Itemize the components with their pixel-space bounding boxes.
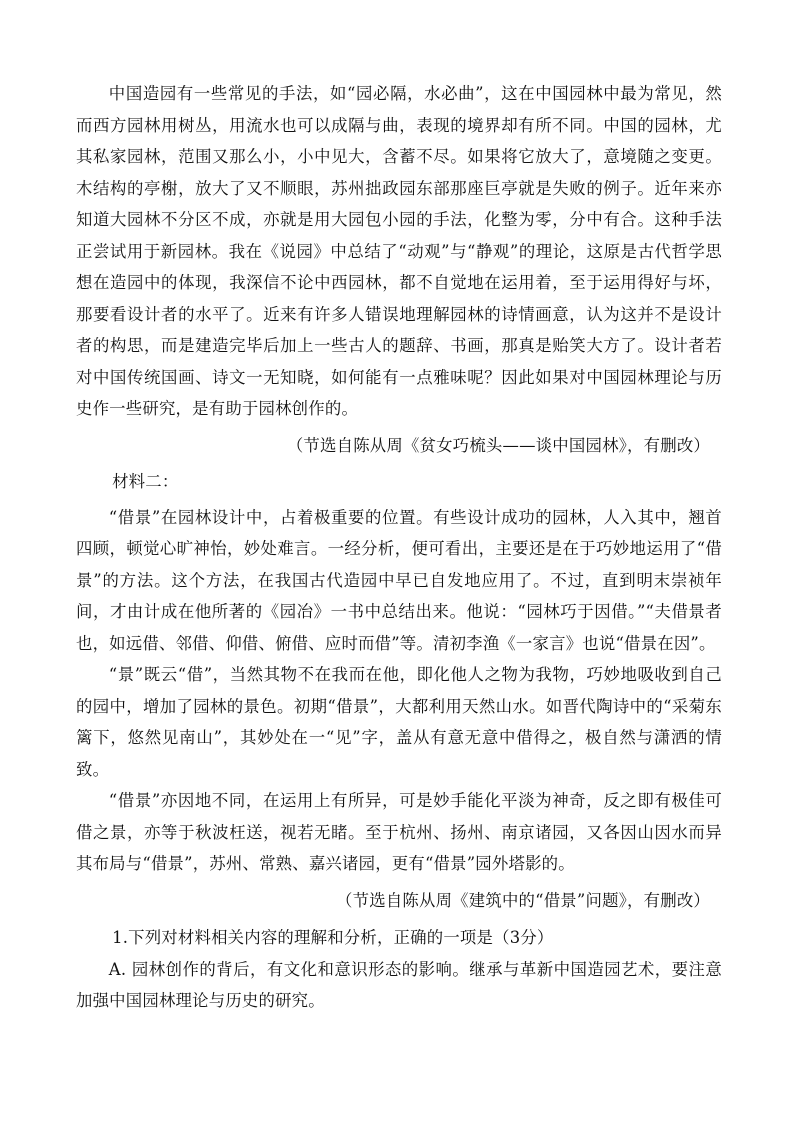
document-page [76, 78, 722, 1017]
material-one-paragraph: 中国造园有一些常见的手法，如“园必隔，水必曲”，这在中国园林中最为常见，然而西方园林用树丛，用流水也可以成隔与曲，表现的境界却有所不同。中国的园林，尤其私家园林，范围又那么小，小中见大，含蓄不尽。如果将它放大了，意境随之变更。木结构的亭榭，放大了又不顺眼，苏州拙政园东部那座巨亭就是失败的例子。近年来亦知道大园林不分区不成，亦就是用大园包小园的手法，化整为零，分中有合。这种手法正尝试用于新园林。我在《说园》中总结了“动观”与“静观”的理论，这原是古代哲学思想在造园中的体现，我深信不论中西园林，都不自觉地在运用着，至于运用得好与坏，那要看设计者的水平了。近来有许多人错误地理解园林的诗情画意，认为这并不是设计者的构思，而是建造完毕后加上一些古人的题辞、书画，那真是贻笑大方了。设计者若对中国传统国画、诗文一无知晓，如何能有一点雅味呢？因此如果对中国园林理论与历史作一些研究，是有助于园林创作的。 [76, 84, 722, 418]
material-two-source: （节选自陈从周《建筑中的“借景”问题》，有删改） [336, 890, 710, 910]
question-stem: 1.下列对材料相关内容的理解和分析，正确的一项是（3分） [112, 928, 554, 947]
question-option-a: A. 园林创作的背后，有文化和意识形态的影响。继承与革新中国造园艺术，要注意加强中国园林理论与历史的研究。 [76, 959, 722, 1010]
material-one-source: （节选自陈从周《贫女巧梳头——谈中国园林》，有删改） [286, 435, 710, 455]
material-two-paragraph-2: “景”既云“借”，当然其物不在我而在他，即化他人之物为我物，巧妙地吸收到自己的园中，增加了园林的景色。初期“借景”，大都利用天然山水。如晋代陶诗中的“采菊东篱下，悠然见南山”，其妙处在一“见”字，盖从有意无意中借得之，极自然与潇洒的情致。 [76, 665, 722, 779]
material-two-heading: 材料二： [112, 472, 179, 491]
material-two-paragraph-1: “借景”在园林设计中，占着极重要的位置。有些设计成功的园林，人入其中，翘首四顾，顿觉心旷神怡，妙处难言。一经分析，便可看出，主要还是在于巧妙地运用了“借景”的方法。这个方法，在我国古代造园中早已自发地应用了。不过，直到明末崇祯年间，才由计成在他所著的《园冶》一书中总结出来。他说：“园林巧于因借。”“夫借景者也，如远借、邻借、仰借、俯借、应时而借”等。清初李渔《一家言》也说“借景在因”。 [76, 507, 722, 653]
material-two-paragraph-3: “借景”亦因地不同，在运用上有所异，可是妙手能化平淡为神奇，反之即有极佳可借之景，亦等于秋波枉送，视若无睹。至于杭州、扬州、南京诸园，又各因山因水而异其布局与“借景”，苏州、常熟、嘉兴诸园，更有“借景”园外塔影的。 [76, 791, 722, 873]
